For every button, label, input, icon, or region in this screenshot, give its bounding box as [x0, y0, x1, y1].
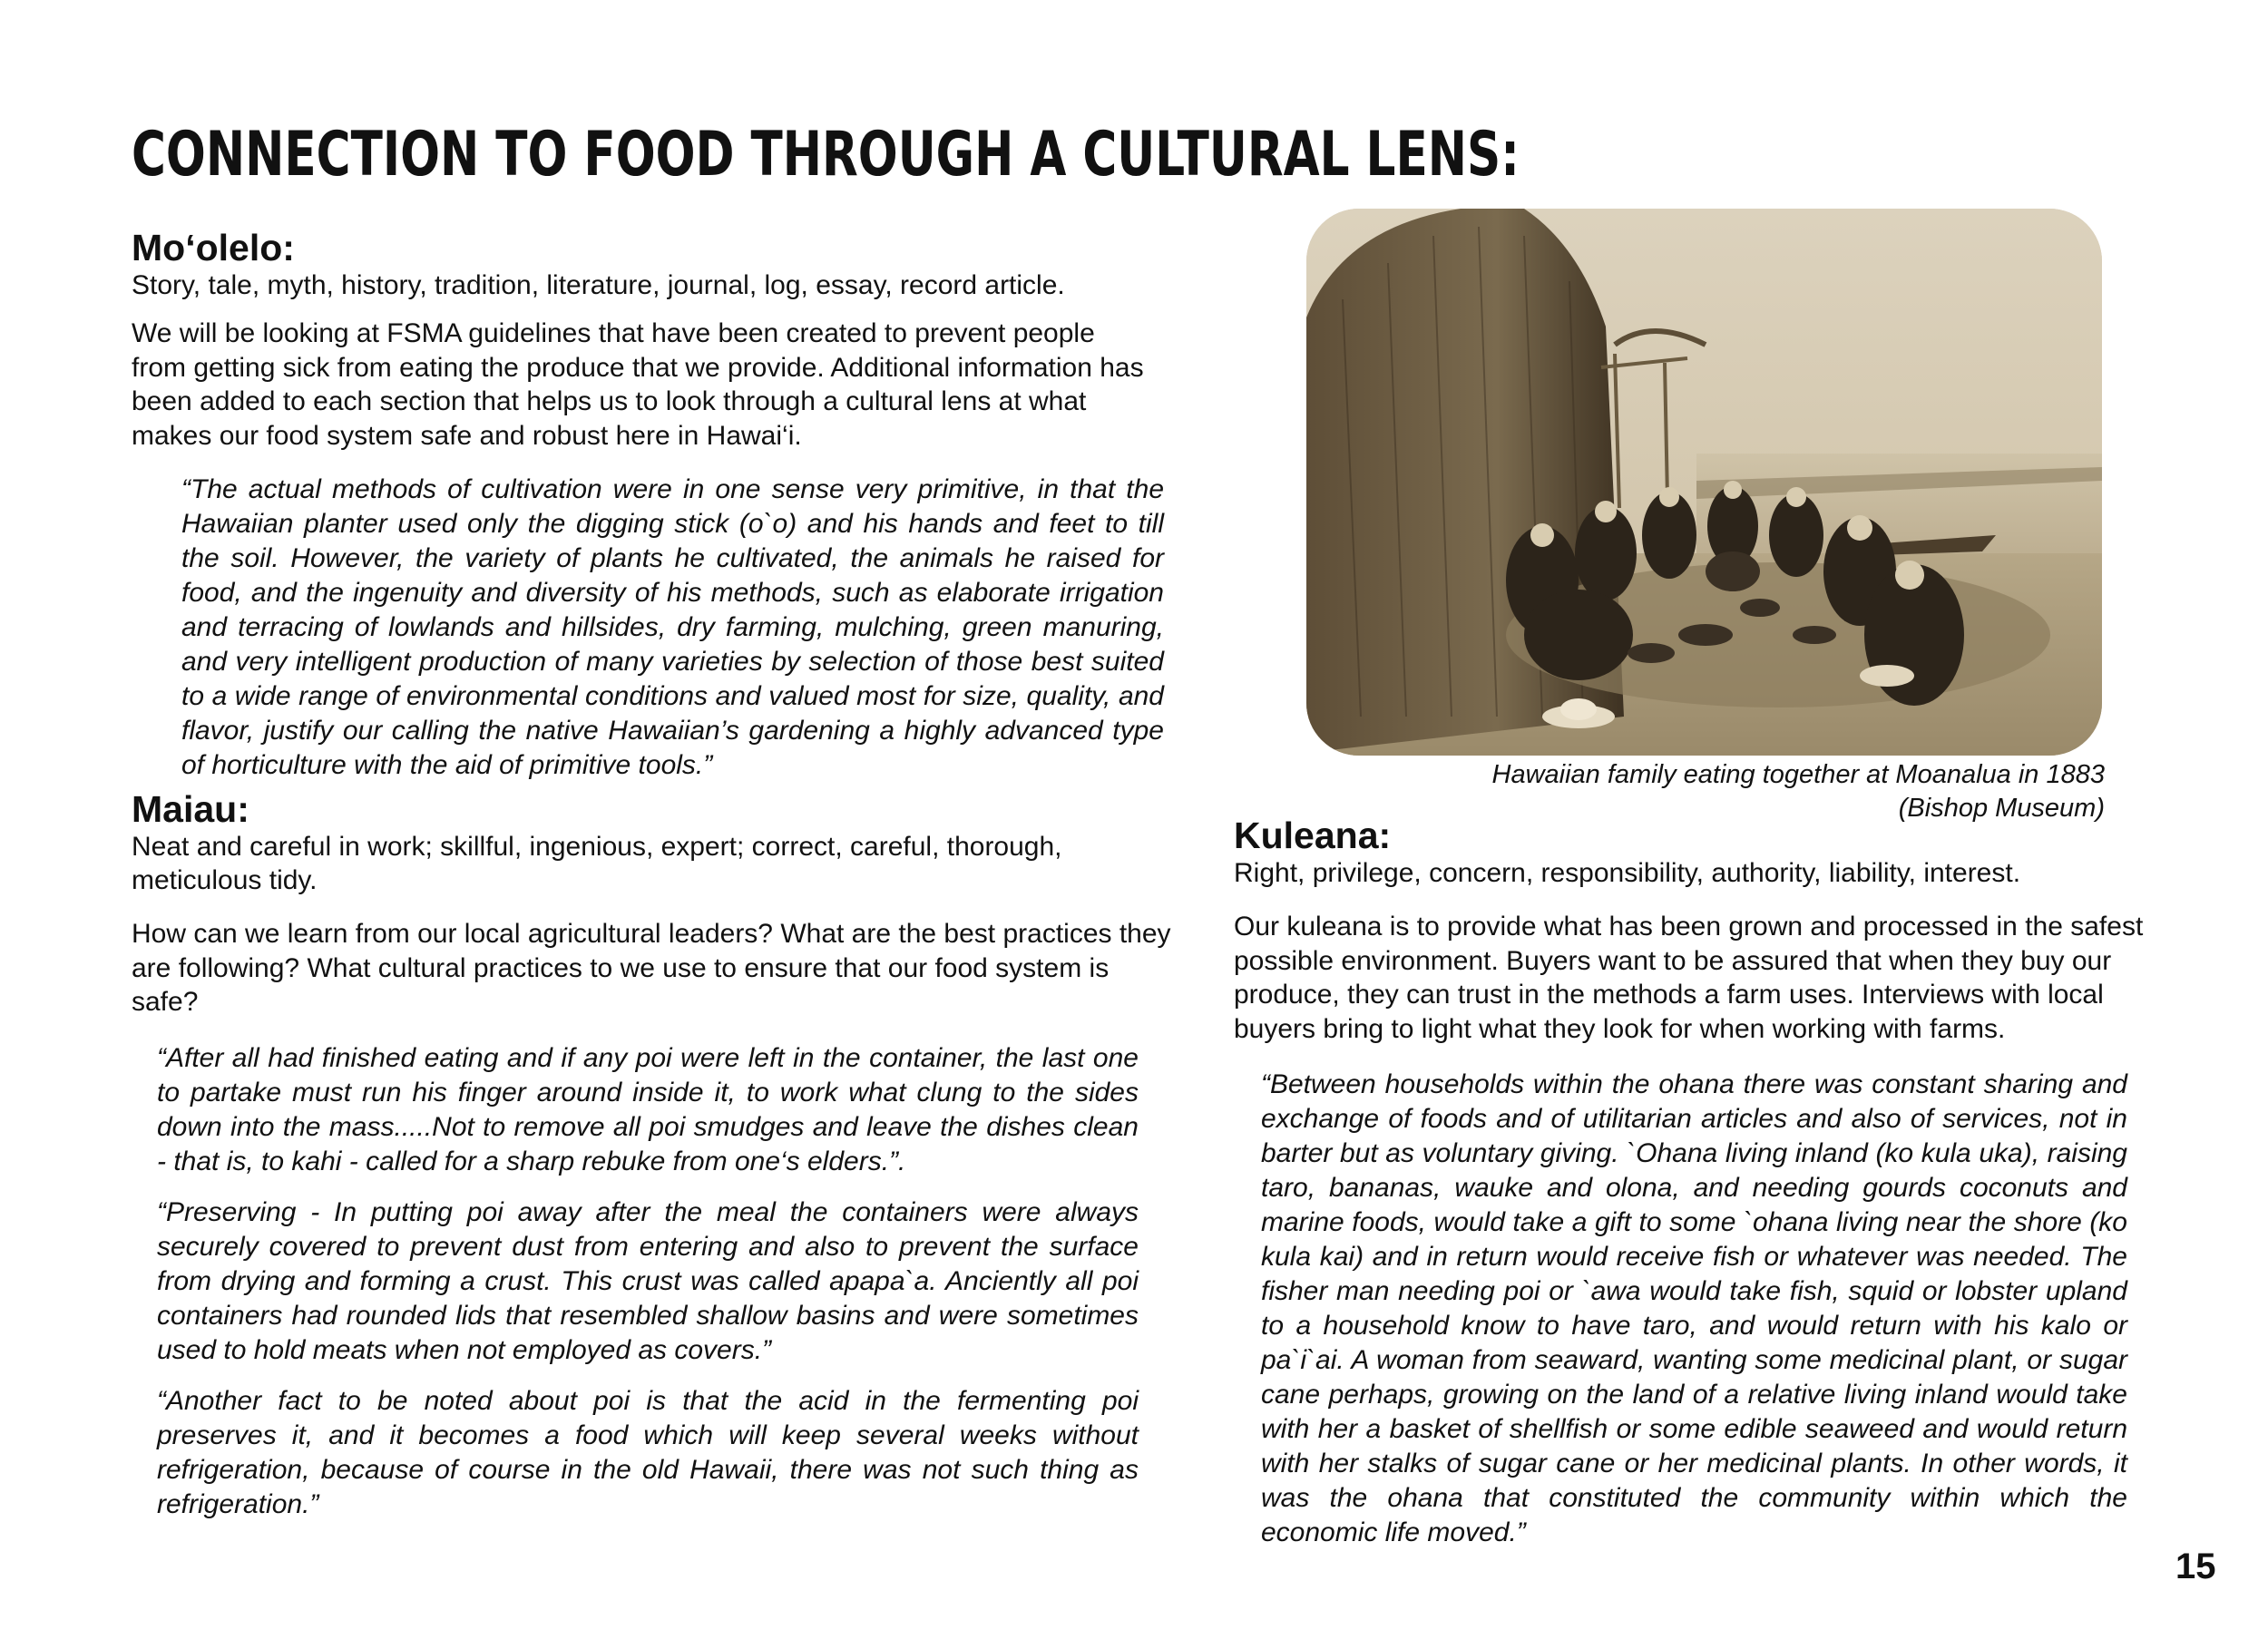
- moolelo-quote: “The actual methods of cultivation were in one sense very primitive, in that the Hawaiian planter used only the digging stick (o`o) and his hands and feet to till the soil. However, the variety of plants he cultivated, the animals he raised for food, and the ingenuity and diversity of his methods, such as elaborate irrigation and terracing of lowlands and hillsides, dry farming, mulching, green manuring, and very intelligent production of many varieties by selection of those best suited to a wide range of environmental conditions and valued most for size, quality, and flavor, justify our calling the native Hawaiian’s gardening a highly advanced type of horticulture with the aid of primitive tools.”: [181, 474, 1164, 780]
- moolelo-section: [132, 227, 1175, 783]
- moolelo-paragraph: We will be looking at FSMA guidelines that have been created to prevent people from getting sick from eating the produce that we provide. Additional information has been added to each section that helps us to look through a cultural lens at what makes our food system safe and robust here in Hawai‘i.: [132, 318, 1144, 451]
- maiau-paragraph: How can we learn from our local agricultural leaders? What are the best practices they are following? What cultural practices to we use to ensure that our food system is safe?: [132, 919, 1171, 1017]
- page-title: CONNECTION TO FOOD THROUGH A CULTURAL LENS:: [132, 119, 1520, 190]
- left-column: [132, 227, 1175, 1538]
- kuleana-paragraph: Our kuleana is to provide what has been grown and processed in the safest possible environment. Buyers want to be assured that when they buy our produce, they can trust in the methods a farm uses. Interviews with local buyers bring to light what they look for when working with farms.: [1234, 912, 2144, 1044]
- family-eating-photo-illustration: [1306, 209, 2102, 756]
- maiau-section: [132, 788, 1175, 1522]
- page-number: 15: [2175, 1547, 2216, 1586]
- maiau-quote-3: “Another fact to be noted about poi is that the acid in the fermenting poi preserves it, and it becomes a food which will keep several weeks without refrigeration, because of course in the old Hawaii, there was not such thing as refrigeration.”: [157, 1385, 1139, 1519]
- moolelo-term: Mo‘olelo:: [132, 227, 295, 268]
- maiau-quote-2: “Preserving - In putting poi away after the meal the containers were always securely covered to prevent dust from entering and also to prevent the surface from drying and forming a crust. This crust was called apapa`a. Anciently all poi containers had rounded lids that resembled shallow basins and were sometimes used to hold meats when not employed as covers.”: [157, 1196, 1139, 1365]
- right-column: [1234, 815, 2159, 1566]
- maiau-definition: Neat and careful in work; skillful, ingenious, expert; correct, careful, thorough, meticulous tidy.: [132, 832, 1062, 895]
- kuleana-section: [1234, 815, 2159, 1550]
- moolelo-definition: Story, tale, myth, history, tradition, literature, journal, log, essay, record article.: [132, 270, 1065, 300]
- historical-photo: [1306, 209, 2102, 756]
- kuleana-term: Kuleana:: [1234, 815, 1392, 856]
- kuleana-definition: Right, privilege, concern, responsibility, authority, liability, interest.: [1234, 858, 2021, 888]
- maiau-term: Maiau:: [132, 788, 249, 830]
- maiau-quote-1: “After all had finished eating and if any poi were left in the container, the last one to partake must run his finger around inside it, to work what clung to the sides down into the mass.....Not to remove all poi smudges and leave the dishes clean - that is, to kahi - called for a sharp rebuke from one‘s elders.”.: [157, 1042, 1139, 1176]
- caption-line-2: (Bishop Museum): [1898, 794, 2105, 823]
- caption-line-1: Hawaiian family eating together at Moanalua in 1883: [1491, 760, 2105, 789]
- kuleana-quote: “Between households within the ohana there was constant sharing and exchange of foods and of utilitarian articles and also of services, not in barter but as voluntary giving. `Ohana living inland (ko kula uka), raising taro, bananas, wauke and olona, and needing gourds coconuts and marine foods, would take a gift to some `ohana living near the shore (ko kula kai) and in return would receive fish or whatever was needed. The fisher man needing poi or `awa would take fish, squid or lobster upland to a household know to have taro, and would return with his kalo or pa`i`ai. A woman from seaward, wanting some medicinal plant, or sugar cane perhaps, growing on the land of a relative living inland would take with her a basket of shellfish or some edible seaweed and would return with her stalks of sugar cane or her medicinal plants. In other words, it was the ohana that constituted the community within which the economic life moved.”: [1261, 1069, 2127, 1547]
